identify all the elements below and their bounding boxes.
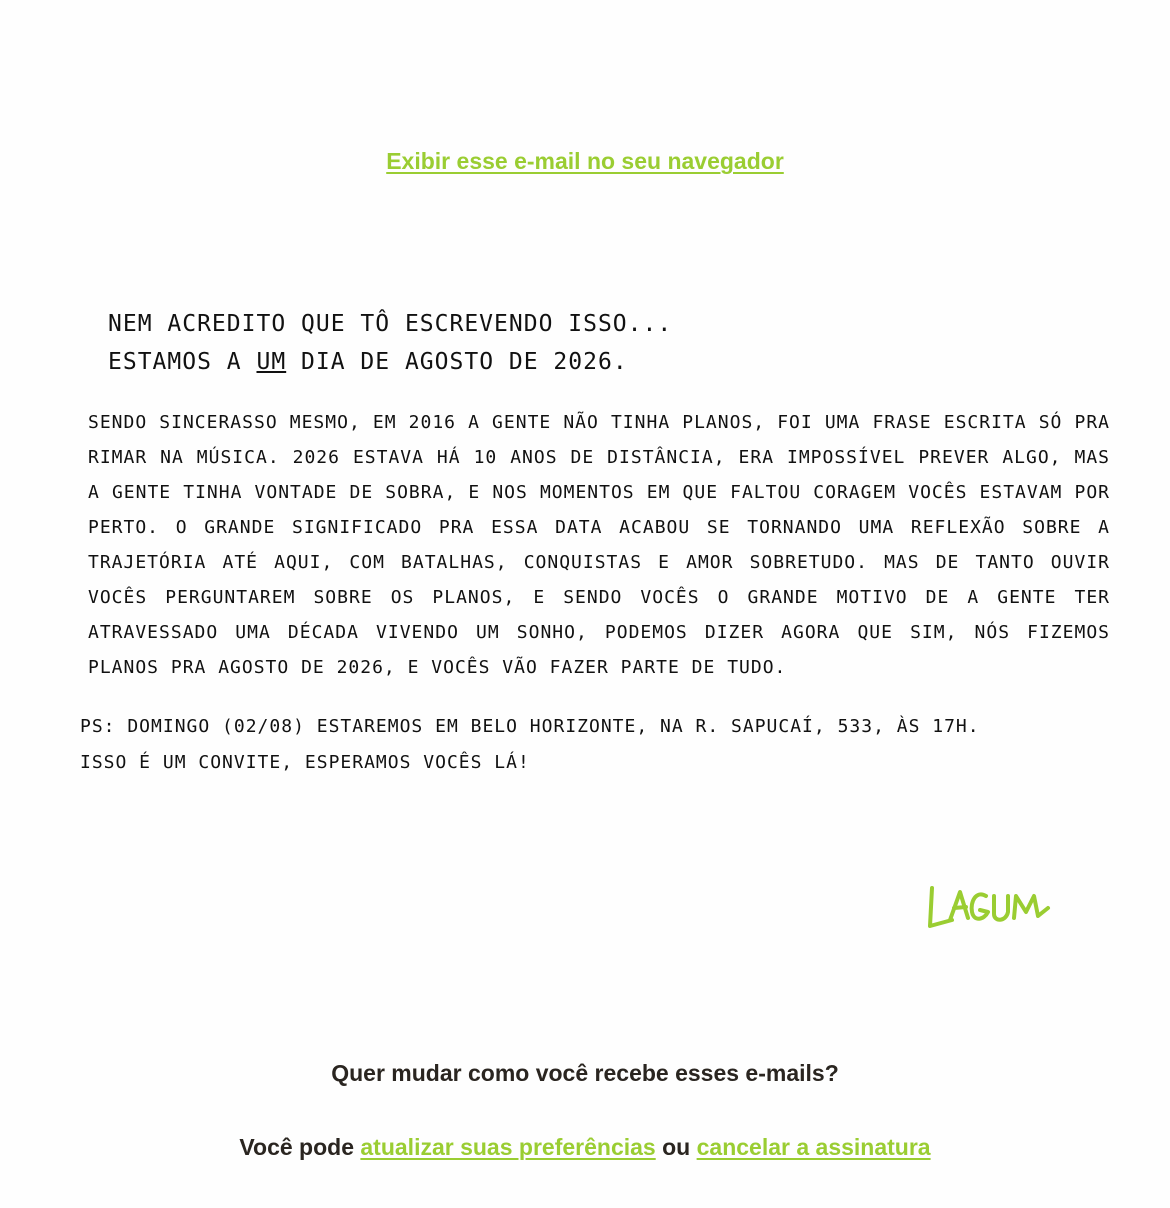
view-in-browser-link[interactable]: Exibir esse e-mail no seu navegador — [386, 148, 784, 174]
view-in-browser-container — [0, 148, 1170, 175]
letter-opening — [80, 305, 1110, 381]
footer-question: Quer mudar como você recebe esses e-mails? — [331, 1060, 839, 1086]
signature-logo — [922, 880, 1054, 936]
letter-postscript — [80, 709, 1110, 781]
update-preferences-link[interactable]: atualizar suas preferências — [360, 1134, 656, 1160]
letter-line-1: NEM ACREDITO QUE TÔ ESCREVENDO ISSO... — [108, 311, 673, 337]
ps-line-1: PS: DOMINGO (02/08) ESTAREMOS EM BELO HORIZONTE, NA R. SAPUCAÍ, 533, ÀS 17H. — [80, 716, 980, 737]
unsubscribe-link[interactable]: cancelar a assinatura — [696, 1134, 931, 1160]
letter-line-2 — [108, 343, 1110, 381]
letter-line-2-after: DIA DE AGOSTO DE 2026. — [286, 349, 628, 375]
footer-prefix: Você pode — [239, 1134, 361, 1160]
letter-body: SENDO SINCERASSO MESMO, EM 2016 A GENTE NÃO TINHA PLANOS, FOI UMA FRASE ESCRITA SÓ PRA RIMAR NA MÚSICA. 2026 ESTAVA HÁ 10 ANOS DE DISTÂNCIA, ERA IMPOSSÍVEL PREVER ALGO, MAS A GENTE TINHA VONTADE DE SOBRA, E NOS MOMENTOS EM QUE FALTOU CORAGEM VOCÊS ESTAVAM POR PERTO. O GRANDE SIGNIFICADO PRA ESSA DATA ACABOU SE TORNANDO UMA REFLEXÃO SOBRE A TRAJETÓRIA ATÉ AQUI, COM BATALHAS, CONQUISTAS E AMOR SOBRETUDO. MAS DE TANTO OUVIR VOCÊS PERGUNTAREM SOBRE OS PLANOS, E SENDO VOCÊS O GRANDE MOTIVO DE A GENTE TER ATRAVESSADO UMA DÉCADA VIVENDO UM SONHO, PODEMOS DIZER AGORA QUE SIM, NÓS FIZEMOS PLANOS PRA AGOSTO DE 2026, E VOCÊS VÃO FAZER PARTE DE TUDO. — [88, 412, 1110, 678]
footer-preferences — [0, 1134, 1170, 1161]
ps-line-2: ISSO É UM CONVITE, ESPERAMOS VOCÊS LÁ! — [80, 752, 530, 773]
letter-line-2-before: ESTAMOS A — [108, 349, 257, 375]
footer-middle: ou — [655, 1134, 697, 1160]
handwritten-letter — [80, 305, 1110, 781]
letter-line-2-um: UM — [256, 349, 287, 375]
